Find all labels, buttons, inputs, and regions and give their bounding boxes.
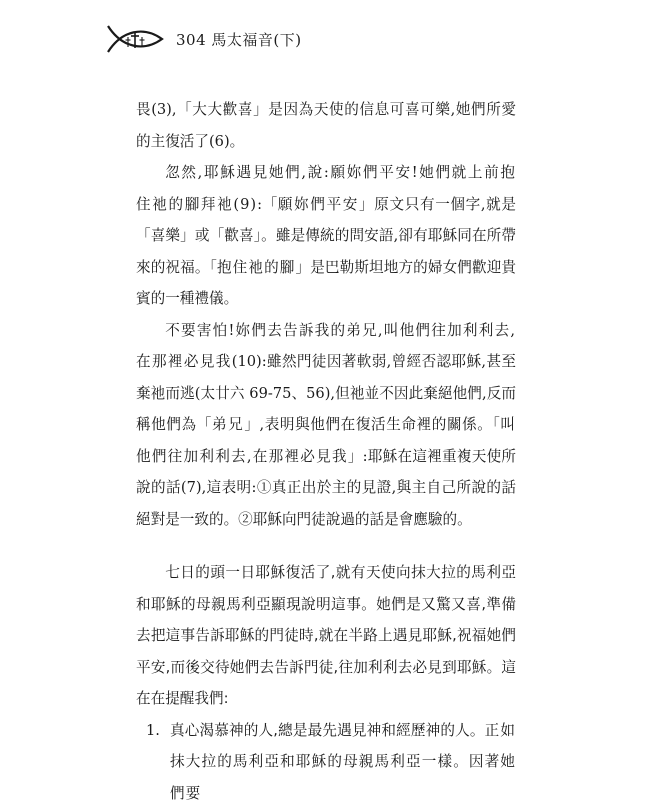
list-number: 1. <box>146 715 160 747</box>
page-header <box>104 22 302 56</box>
paragraph-4: 七日的頭一日耶穌復活了,就有天使向抹大拉的馬利亞和耶穌的母親馬利亞顯現說明這事。她們是又驚又喜,準備去把這事告訴耶穌的門徒時,就在半路上遇見耶穌,祝福她們平安,而後交待她們去告訴門徒,往加利利去必見到耶穌。這在在提醒我們: <box>136 557 516 715</box>
scripture-quote: 不要害怕!妳們去告訴我的弟兄,叫他們往加利利去,在那裡必見我 <box>136 322 516 371</box>
scripture-quote: 忽然,耶穌遇見她們,說:願妳們平安!她們就上前抱住祂的腳拜祂(9) <box>136 164 516 213</box>
page-title: 304 馬太福音(下) <box>176 29 302 50</box>
scripture-quote: 願妳們平安 <box>278 196 359 213</box>
ichthys-fish-cross-icon <box>104 22 166 56</box>
paragraph-3: 不要害怕!妳們去告訴我的弟兄,叫他們往加利利去,在那裡必見我(10):雖然門徒因著軟弱,曾經否認耶穌,甚至棄祂而逃(太廿六 69-75、56),但祂並不因此棄絕他們,反而稱他們為「弟兄」,表明與他們在復活生命裡的關係。「叫他們往加利利去,在那裡必見我」:耶穌在這裡重複天使所說的話(7),這表明:①真正出於主的見證,與主自己所說的話絕對是一致的。②耶穌向門徒說過的話是會應驗的。 <box>136 315 516 536</box>
list-item: 1. 真心渴慕神的人,總是最先遇見神和經歷神的人。正如抹大拉的馬利亞和耶穌的母親馬利亞一樣。因著她們要 <box>136 715 516 809</box>
paragraph-2: 忽然,耶穌遇見她們,說:願妳們平安!她們就上前抱住祂的腳拜祂(9):「願妳們平安」原文只有一個字,就是「喜樂」或「歡喜」。雖是傳統的問安語,卻有耶穌同在所帶來的祝福。「抱住祂的腳」是巴勒斯坦地方的婦女們歡迎貴賓的一種禮儀。 <box>136 157 516 315</box>
page-content <box>136 94 516 809</box>
paragraph-1: 畏(3),「大大歡喜」是因為天使的信息可喜可樂,她們所愛的主復活了(6)。 <box>136 94 516 157</box>
scripture-quote: 抱住祂的腳 <box>217 259 296 276</box>
scripture-quote: 弟兄 <box>212 416 244 433</box>
scripture-quote: 叫他們往加利利去,在那裡必見我 <box>136 416 516 465</box>
section-gap <box>136 535 516 557</box>
